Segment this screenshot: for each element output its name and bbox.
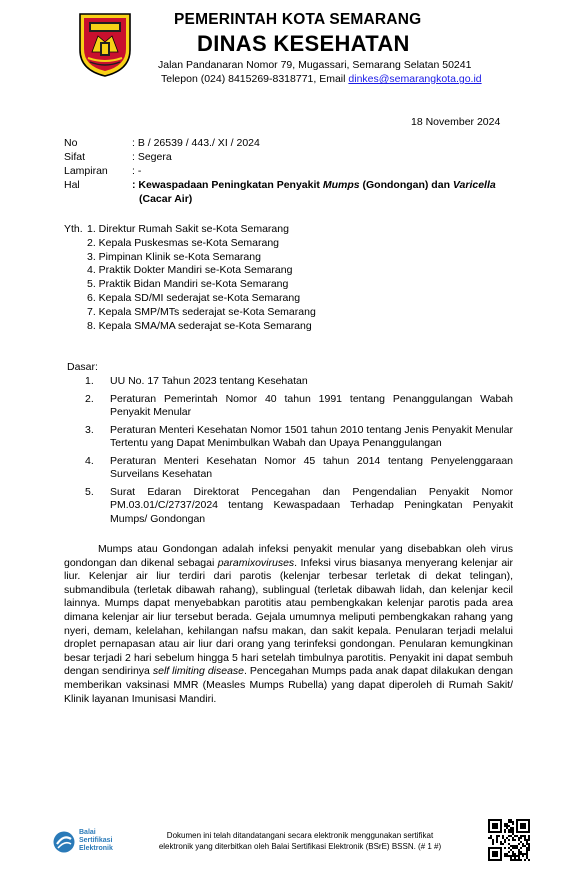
bsre-logo-text: Balai bbox=[79, 829, 96, 836]
footer-line: elektronik yang diterbitkan oleh Balai Sertifikasi Elektronik (BSrE) BSSN. (# 1 #) bbox=[158, 842, 442, 851]
recipients-list bbox=[87, 223, 316, 333]
header-phone: Telepon (024) 8415269-8318771, Email bbox=[161, 73, 349, 85]
dasar-text: Peraturan Pemerintah Nomor 40 tahun 1991 tentang Penanggulangan Wabah Penyakit Menular bbox=[110, 392, 513, 418]
dasar-number: 5. bbox=[85, 485, 94, 498]
recipient-item: 1. Direktur Rumah Sakit se-Kota Semarang bbox=[87, 223, 289, 235]
footer-line: Dokumen ini telah ditandatangani secara elektronik menggunakan sertifikat bbox=[166, 831, 434, 840]
bsre-logo-text: Sertifikasi bbox=[79, 837, 113, 844]
dasar-item bbox=[85, 455, 513, 482]
hal-varicella: Varicella bbox=[452, 179, 496, 191]
bsre-logo-text: Elektronik bbox=[79, 845, 113, 852]
header-contact bbox=[161, 73, 482, 85]
dasar-number: 3. bbox=[85, 423, 94, 436]
body-text-1: Mumps atau Gondongan adalah infeksi penyakit menular yang disebabkan oleh virus gondongan dan dikenal sebagai bbox=[64, 543, 513, 569]
dasar-number: 2. bbox=[85, 392, 94, 405]
meta-hal-value bbox=[132, 179, 512, 206]
hal-mumps: Mumps bbox=[322, 179, 360, 191]
meta-no-value: : B / 26539 / 443./ XI / 2024 bbox=[132, 137, 260, 149]
header-address: Jalan Pandanaran Nomor 79, Mugassari, Semarang Selatan 50241 bbox=[158, 59, 472, 71]
dasar-text: Surat Edaran Direktorat Pencegahan dan Pengendalian Penyakit Nomor PM.03.01/C/2737/2024 tentang Kewaspadaan Terhadap Peningkatan Penyakit Mumps/ Gondongan bbox=[110, 485, 513, 525]
recipients-label: Yth. bbox=[64, 223, 83, 235]
recipient-item: 6. Kepala SD/MI sederajat se-Kota Semarang bbox=[87, 291, 301, 304]
qr-code-icon bbox=[488, 819, 530, 861]
meta-hal-label: Hal bbox=[64, 179, 80, 191]
body-italic-1: paramixoviruses bbox=[217, 556, 295, 569]
meta-lampiran-label: Lampiran bbox=[64, 165, 108, 177]
header-email-link[interactable]: dinkes@semarangkota.go.id bbox=[348, 73, 482, 85]
recipient-item: 3. Pimpinan Klinik se-Kota Semarang bbox=[87, 250, 261, 263]
dasar-item bbox=[85, 393, 513, 420]
body-paragraph bbox=[64, 543, 513, 706]
dasar-number: 1. bbox=[85, 375, 94, 387]
dasar-item bbox=[85, 375, 513, 389]
dasar-list bbox=[85, 375, 513, 530]
dasar-text: Peraturan Menteri Kesehatan Nomor 1501 tahun 2010 tentang Jenis Penyakit Menular Tertentu yang Dapat Menimbulkan Wabah dan Upaya Penanggulangan bbox=[110, 423, 513, 449]
header-government-name: PEMERINTAH KOTA SEMARANG bbox=[174, 11, 422, 28]
body-italic-2: self limiting disease bbox=[152, 665, 245, 678]
hal-text-1: : Kewaspadaan Peningkatan Penyakit bbox=[132, 179, 323, 191]
dasar-number: 4. bbox=[85, 454, 94, 467]
header-agency-name: DINAS KESEHATAN bbox=[197, 31, 410, 56]
dasar-text: Peraturan Menteri Kesehatan Nomor 45 tahun 2014 tentang Penyelenggaraan Surveilans Kesehatan bbox=[110, 454, 513, 480]
recipient-item: 7. Kepala SMP/MTs sederajat se-Kota Semarang bbox=[87, 305, 316, 318]
meta-sifat-label: Sifat bbox=[64, 151, 86, 163]
footer-signature-note bbox=[150, 830, 450, 852]
meta-sifat-value: : Segera bbox=[132, 151, 172, 163]
meta-no-label: No bbox=[64, 137, 78, 149]
dasar-item bbox=[85, 486, 513, 527]
meta-lampiran-value: : - bbox=[132, 165, 142, 177]
dasar-text: UU No. 17 Tahun 2023 tentang Kesehatan bbox=[110, 375, 308, 387]
dasar-label: Dasar: bbox=[67, 361, 98, 373]
body-text-2: . Infeksi virus biasanya menyerang kelenjar air liur. Kelenjar air liur terdiri dari parotis (kelenjar terbesar terletak di dekat telingan), submandibula (terletak dibawah rahang), sublingual (terletak dibawah lidah, dan kelenjar kecil lainnya. Mumps dapat menyebabkan parotitis atau pembengkakan kelenjar parotis pada area dimana kelenjar air liur tersebut berada. Gejala umumnya meliputi pembengkakan rahang yang nyeri, demam, kelelahan, kehilangan nafsu makan, dan sakit kepala. Penularan terjadi melalui droplet pernapasan atau air liur dari orang yang terinfeksi gondongan. Penularan kemungkinan besar terjadi 2 hari sebelum hingga 5 hari setelah timbulnya parotitis. Penyakit ini dapat sembuh dengan sendirinya bbox=[64, 556, 513, 678]
recipient-item: 4. Praktik Dokter Mandiri se-Kota Semarang bbox=[87, 264, 293, 277]
bsre-logo-icon bbox=[52, 830, 76, 854]
semarang-city-emblem-icon bbox=[78, 12, 132, 78]
letter-date: 18 November 2024 bbox=[411, 116, 501, 128]
hal-text-3: (Cacar Air) bbox=[139, 192, 193, 205]
dasar-item bbox=[85, 424, 513, 451]
body-text-3: . Pencegahan Mumps pada anak dapat dilakukan dengan memberikan vaksinasi MMR (Measles Mumps Rubella) yang dapat diperoleh di Rumah Sakit/ Klinik layanan Imunisasi Mandiri. bbox=[64, 665, 513, 705]
recipient-item: 8. Kepala SMA/MA sederajat se-Kota Semarang bbox=[87, 319, 312, 332]
recipient-item: 2. Kepala Puskesmas se-Kota Semarang bbox=[87, 236, 280, 249]
hal-text-2: (Gondongan) dan bbox=[359, 179, 453, 191]
recipient-item: 5. Praktik Bidan Mandiri se-Kota Semarang bbox=[87, 278, 289, 291]
bsre-logo bbox=[52, 829, 142, 855]
